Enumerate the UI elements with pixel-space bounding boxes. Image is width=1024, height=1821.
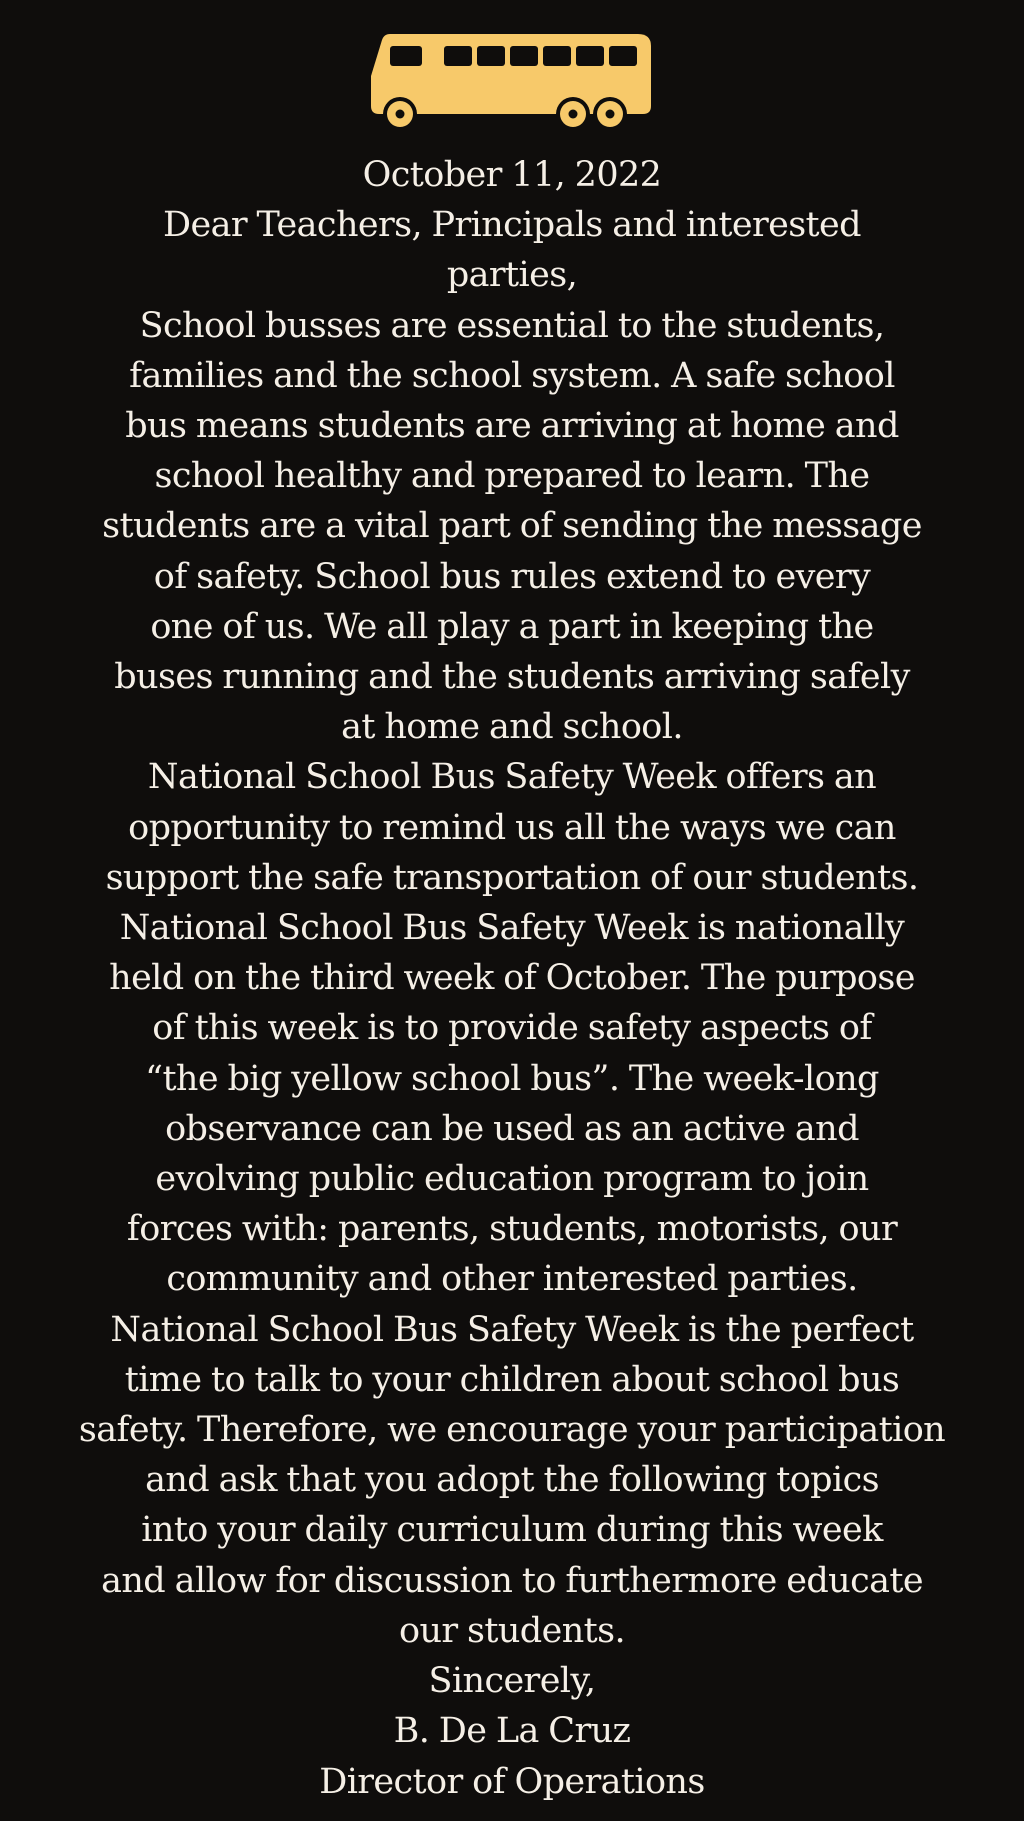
paragraph-1-line: bus means students are arriving at home and (125, 406, 899, 447)
paragraph-2-line: support the safe transportation of our students. (105, 857, 919, 898)
paragraph-3-line: and ask that you adopt the following topics (145, 1460, 879, 1501)
paragraph-2-line: community and other interested parties. (166, 1259, 858, 1300)
paragraph-2-line: National School Bus Safety Week is nationally (119, 908, 905, 949)
paragraph-1-line: School busses are essential to the students, (139, 305, 885, 346)
letter-body (40, 150, 984, 1807)
salutation-line: Dear Teachers, Principals and interested (163, 205, 861, 246)
paragraph-1-line: of safety. School bus rules extend to every (153, 556, 871, 597)
paragraph-1-line: one of us. We all play a part in keeping the (150, 606, 874, 647)
paragraph-3-line: into your daily curriculum during this week (141, 1510, 883, 1551)
paragraph-3-line: time to talk to your children about school bus (124, 1359, 900, 1400)
paragraph-2-line: evolving public education program to join (155, 1159, 869, 1200)
letter-date: October 11, 2022 (362, 155, 662, 195)
salutation-line: parties, (446, 255, 578, 296)
paragraph-2-line: opportunity to remind us all the ways we can (128, 807, 896, 848)
paragraph-1-line: school healthy and prepared to learn. The (154, 456, 870, 497)
signer-title: Director of Operations (319, 1761, 705, 1802)
closing: Sincerely, (428, 1661, 596, 1702)
paragraph-1-line: buses running and the students arriving safely (114, 657, 910, 698)
paragraph-2-line: National School Bus Safety Week offers an (147, 757, 877, 798)
paragraph-3-line: and allow for discussion to furthermore educate (101, 1560, 923, 1601)
paragraph-3-line: our students. (398, 1610, 626, 1651)
paragraph-1-line: families and the school system. A safe school (129, 355, 895, 396)
paragraph-1-line: at home and school. (341, 707, 683, 748)
paragraph-2-line: “the big yellow school bus”. The week-long (145, 1058, 879, 1099)
school-bus-icon (368, 34, 654, 128)
signer-name: B. De La Cruz (393, 1711, 631, 1752)
paragraph-3-line: National School Bus Safety Week is the perfect (110, 1309, 914, 1350)
paragraph-2-line: of this week is to provide safety aspects of (152, 1008, 872, 1049)
paragraph-1-line: students are a vital part of sending the message (102, 506, 922, 547)
paragraph-2-line: observance can be used as an active and (165, 1108, 859, 1149)
paragraph-3-line: safety. Therefore, we encourage your participation (78, 1410, 946, 1451)
paragraph-2-line: forces with: parents, students, motorists, our (126, 1209, 898, 1250)
paragraph-2-line: held on the third week of October. The purpose (109, 958, 915, 999)
